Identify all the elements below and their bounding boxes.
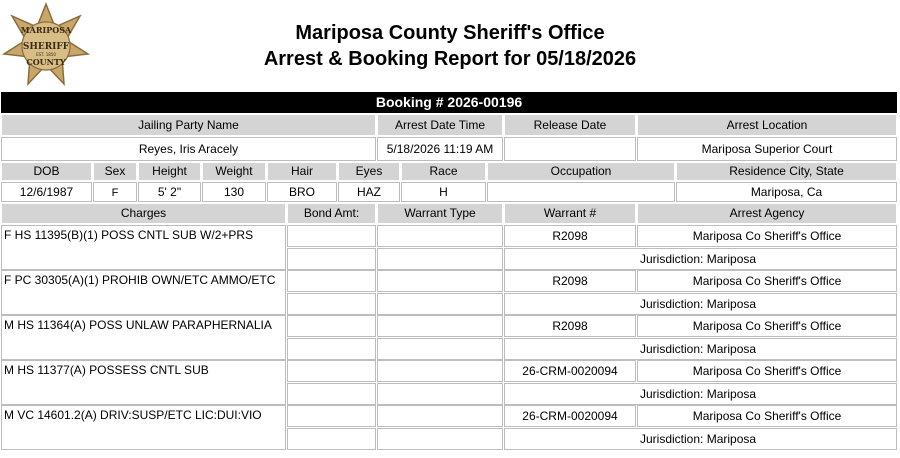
arrest-agency: Mariposa Co Sheriff's Office <box>637 360 897 382</box>
bond-amount <box>287 225 376 247</box>
warrant-type <box>377 405 503 427</box>
report-title: Arrest & Booking Report for 05/18/2026 <box>263 48 637 70</box>
warrant-number: R2098 <box>504 315 636 337</box>
warrant-number: R2098 <box>504 225 636 247</box>
warrant-type-extra <box>377 383 503 405</box>
header-warrant-type: Warrant Type <box>377 203 503 224</box>
warrant-number: 26-CRM-0020094 <box>504 405 636 427</box>
arrest-agency: Mariposa Co Sheriff's Office <box>637 270 897 292</box>
label-height: Height <box>138 162 201 181</box>
arrest-agency: Mariposa Co Sheriff's Office <box>637 405 897 427</box>
value-eyes: HAZ <box>338 182 400 202</box>
header-warrant-number: Warrant # <box>504 203 636 224</box>
bond-amount <box>287 360 376 382</box>
value-arrest-location: Mariposa Superior Court <box>637 137 897 161</box>
value-race: H <box>401 182 486 202</box>
warrant-number: 26-CRM-0020094 <box>504 360 636 382</box>
jurisdiction: Jurisdiction: Mariposa <box>504 383 897 405</box>
value-weight: 130 <box>202 182 266 202</box>
bond-amount-extra <box>287 293 376 315</box>
label-occupation: Occupation <box>487 162 675 181</box>
label-dob: DOB <box>1 162 92 181</box>
label-jailing-party: Jailing Party Name <box>1 114 376 136</box>
badge-top-text: MARIPOSA <box>20 25 72 35</box>
charge-description: M HS 11377(A) POSSESS CNTL SUB <box>1 360 286 405</box>
header-charges: Charges <box>1 203 286 224</box>
label-race: Race <box>401 162 486 181</box>
report-agency-title: Mariposa County Sheriff's Office <box>295 22 605 44</box>
charge-description: F HS 11395(B)(1) POSS CNTL SUB W/2+PRS <box>1 225 286 270</box>
value-residence: Mariposa, Ca <box>676 182 897 202</box>
label-hair: Hair <box>267 162 337 181</box>
label-eyes: Eyes <box>338 162 400 181</box>
warrant-type-extra <box>377 338 503 360</box>
jurisdiction: Jurisdiction: Mariposa <box>504 293 897 315</box>
header-arrest-agency: Arrest Agency <box>637 203 897 224</box>
charge-description: M HS 11364(A) POSS UNLAW PARAPHERNALIA <box>1 315 286 360</box>
charge-description: M VC 14601.2(A) DRIV:SUSP/ETC LIC:DUI:VIO <box>1 405 286 450</box>
label-sex: Sex <box>93 162 137 181</box>
warrant-type-extra <box>377 293 503 315</box>
label-arrest-location: Arrest Location <box>637 114 897 136</box>
label-arrest-datetime: Arrest Date Time <box>377 114 503 136</box>
jurisdiction: Jurisdiction: Mariposa <box>504 338 897 360</box>
jurisdiction: Jurisdiction: Mariposa <box>504 428 897 450</box>
warrant-type <box>377 225 503 247</box>
jurisdiction: Jurisdiction: Mariposa <box>504 248 897 270</box>
label-release-date: Release Date <box>504 114 636 136</box>
bond-amount-extra <box>287 428 376 450</box>
arrest-agency: Mariposa Co Sheriff's Office <box>637 315 897 337</box>
badge-middle-text: SHERIFF <box>22 42 70 52</box>
charge-description: F PC 30305(A)(1) PROHIB OWN/ETC AMMO/ETC <box>1 270 286 315</box>
bond-amount-extra <box>287 338 376 360</box>
warrant-number: R2098 <box>504 270 636 292</box>
bond-amount <box>287 270 376 292</box>
value-release-date <box>504 137 636 161</box>
warrant-type-extra <box>377 428 503 450</box>
label-residence: Residence City, State <box>676 162 897 181</box>
warrant-type <box>377 360 503 382</box>
bond-amount-extra <box>287 248 376 270</box>
value-height: 5' 2" <box>138 182 201 202</box>
value-jailing-party: Reyes, Iris Aracely <box>1 137 376 161</box>
header-bond: Bond Amt: <box>287 203 376 224</box>
value-dob: 12/6/1987 <box>1 182 92 202</box>
arrest-agency: Mariposa Co Sheriff's Office <box>637 225 897 247</box>
label-weight: Weight <box>202 162 266 181</box>
bond-amount-extra <box>287 383 376 405</box>
warrant-type <box>377 270 503 292</box>
value-arrest-datetime: 5/18/2026 11:19 AM <box>377 137 503 161</box>
warrant-type <box>377 315 503 337</box>
bond-amount <box>287 315 376 337</box>
badge-small-text: EST. 1850 <box>36 52 56 57</box>
value-occupation <box>487 182 675 202</box>
warrant-type-extra <box>377 248 503 270</box>
bond-amount <box>287 405 376 427</box>
booking-number-bar: Booking # 2026-00196 <box>1 92 897 113</box>
badge-bottom-text: COUNTY <box>26 57 66 67</box>
sheriff-badge-icon <box>2 2 90 88</box>
value-hair: BRO <box>267 182 337 202</box>
value-sex: F <box>93 182 137 202</box>
